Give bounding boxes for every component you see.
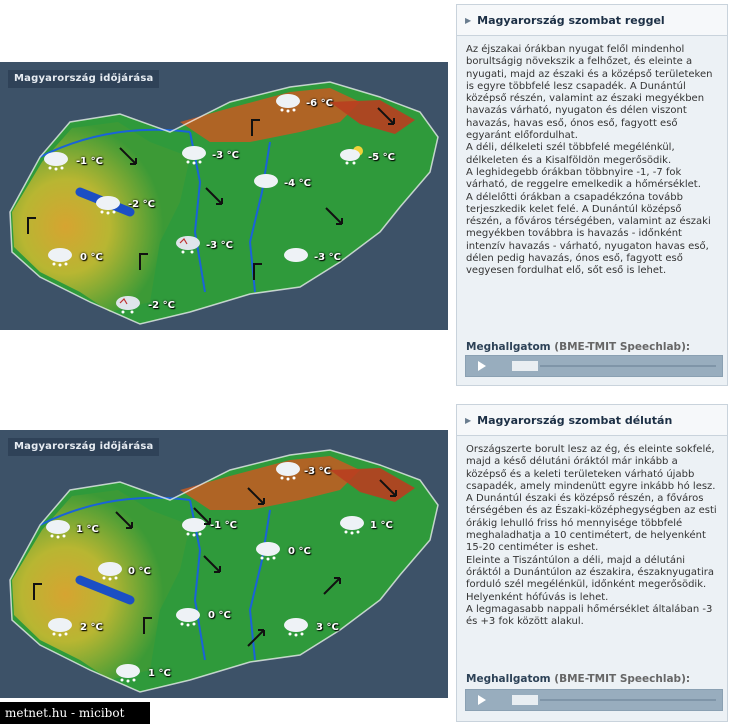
temp-label: -4 °C	[284, 178, 311, 189]
temp-label: -1 °C	[76, 156, 103, 167]
temp-label: -3 °C	[212, 150, 239, 161]
listen-label	[466, 673, 719, 685]
wind-arrow-icon	[136, 612, 160, 636]
wind-arrow-icon	[22, 212, 46, 236]
audio-player[interactable]	[465, 689, 723, 711]
wind-arrow-icon	[248, 258, 272, 282]
wind-arrow-icon	[374, 104, 398, 128]
panel-header	[457, 5, 727, 36]
snow-icon	[94, 194, 122, 216]
temp-label: 0 °C	[80, 252, 103, 263]
wind-arrow-icon	[134, 248, 158, 272]
listen-text: Meghallgatom	[466, 673, 551, 685]
wind-arrow-icon	[244, 626, 268, 650]
listen-label	[466, 341, 719, 353]
temp-label: -3 °C	[304, 466, 331, 477]
forecast-paragraph: A leghidegebb órákban többnyire -1, -7 fok várható, de reggelre emelkedik a hőmérséklet.	[466, 166, 701, 191]
forecast-paragraph: A déli, délkeleti szél többfelé megélénkül, délkeleten és a Kisalföldön megerősödik.	[466, 142, 675, 166]
wind-arrow-icon	[202, 184, 226, 208]
snow-icon	[174, 606, 202, 628]
temp-label: -6 °C	[306, 98, 333, 109]
snow-icon	[254, 540, 282, 562]
snow-icon	[114, 662, 142, 684]
panel-title: Magyarország szombat reggel	[477, 13, 665, 27]
sleet-icon	[114, 294, 142, 316]
wind-arrow-icon	[26, 578, 50, 602]
panel-title: Magyarország szombat délután	[477, 413, 673, 427]
wind-arrow-icon	[116, 144, 140, 168]
snow-icon	[46, 246, 74, 268]
map-title: Magyarország időjárása	[8, 70, 159, 88]
triangle-bullet-icon: ▶	[465, 415, 472, 425]
temp-label: 0 °C	[288, 546, 311, 557]
cloud-icon	[252, 170, 280, 192]
snow-sun-icon	[338, 144, 366, 166]
temp-label: 2 °C	[80, 622, 103, 633]
temp-label: 0 °C	[208, 610, 231, 621]
snow-icon	[338, 514, 366, 536]
forecast-paragraph: A délelőtti órákban a csapadékzóna tovább terjeszkedik kelet felé. A Dunántúl középső részén, a főváros térségében, valamint az északi megyékben továbbra is havazás - időnként intenzív havazás - várható, nyugaton havas eső, délen pedig havazás, ónos eső, fagyott eső vegyesen fordulhat elő, sőt eső is lehet.	[466, 191, 711, 277]
footer-credit: metnet.hu - micibot	[0, 702, 150, 724]
weather-map-morning	[0, 62, 448, 330]
map-terrain	[0, 430, 448, 698]
listen-source: (BME-TMIT Speechlab):	[554, 341, 691, 353]
snow-icon	[44, 518, 72, 540]
forecast-text	[457, 36, 727, 278]
wind-arrow-icon	[322, 204, 346, 228]
snow-icon	[180, 144, 208, 166]
play-icon[interactable]	[478, 361, 486, 371]
forecast-panel-morning	[456, 4, 728, 386]
sleet-icon	[174, 234, 202, 256]
snow-icon	[42, 150, 70, 172]
temp-label: 3 °C	[316, 622, 339, 633]
wind-arrow-icon	[376, 476, 400, 500]
seek-track[interactable]	[540, 699, 716, 701]
wind-arrow-icon	[190, 504, 214, 528]
weather-map-afternoon	[0, 430, 448, 698]
seek-track[interactable]	[540, 365, 716, 367]
temp-label: 0 °C	[128, 566, 151, 577]
snow-icon	[96, 560, 124, 582]
wind-arrow-icon	[320, 574, 344, 598]
cloud-icon	[282, 244, 310, 266]
snow-icon	[282, 616, 310, 638]
temp-label: 1 °C	[148, 668, 171, 679]
seek-handle[interactable]	[512, 361, 538, 371]
panel-header	[457, 405, 727, 436]
temp-label: 1 °C	[370, 520, 393, 531]
triangle-bullet-icon: ▶	[465, 15, 472, 25]
forecast-paragraph: A legmagasabb nappali hőmérséklet általában -3 és +3 fok között alakul.	[466, 603, 713, 628]
seek-handle[interactable]	[512, 695, 538, 705]
temp-label: -3 °C	[206, 240, 233, 251]
temp-label: -3 °C	[314, 252, 341, 263]
forecast-paragraph: Eleinte a Tiszántúlon a déli, majd a délutáni óráktól a Dunántúlon az északira, északnyugatira forduló szél megélénkül, időnként megerősödik. Helyenként hófúvás is lehet.	[466, 554, 714, 603]
temp-label: -5 °C	[368, 152, 395, 163]
temp-label: -2 °C	[128, 199, 155, 210]
forecast-panel-afternoon	[456, 404, 728, 722]
forecast-paragraph: Az éjszakai órákban nyugat felől mindenhol borultságig növekszik a felhőzet, és eleinte a nyugati, majd az északi és a középső területeken is egyre többfelé lesz csapadék. A Dunántúl középső részén, valamint az északi megyékben havazás várható, nyugaton és délen viszont havazás, havas eső, ónos eső, fagyott eső egyaránt előfordulhat.	[466, 44, 713, 142]
listen-text: Meghallgatom	[466, 341, 551, 353]
wind-arrow-icon	[246, 114, 270, 138]
snow-icon	[46, 616, 74, 638]
temp-label: -1 °C	[210, 520, 237, 531]
play-icon[interactable]	[478, 695, 486, 705]
audio-player[interactable]	[465, 355, 723, 377]
listen-source: (BME-TMIT Speechlab):	[554, 673, 691, 685]
wind-arrow-icon	[244, 484, 268, 508]
wind-arrow-icon	[112, 508, 136, 532]
forecast-text	[457, 436, 727, 628]
forecast-paragraph: Országszerte borult lesz az ég, és eleinte sokfelé, majd a késő délutáni óráktól már inkább a középső és a keleti területeken várható újabb csapadék, amely mindenütt egyre inkább hó lesz. A Dunántúl északi és középső részén, a főváros térségében és az Északi-középhegységben az esti órákig lehulló friss hó mennyisége többfelé meghaladhatja a 10 centimétert, de helyenként 15-20 centiméter is eshet.	[466, 444, 717, 554]
temp-label: 1 °C	[76, 524, 99, 535]
snow-icon	[274, 460, 302, 482]
temp-label: -2 °C	[148, 300, 175, 311]
snow-icon	[274, 92, 302, 114]
wind-arrow-icon	[200, 552, 224, 576]
map-title: Magyarország időjárása	[8, 438, 159, 456]
